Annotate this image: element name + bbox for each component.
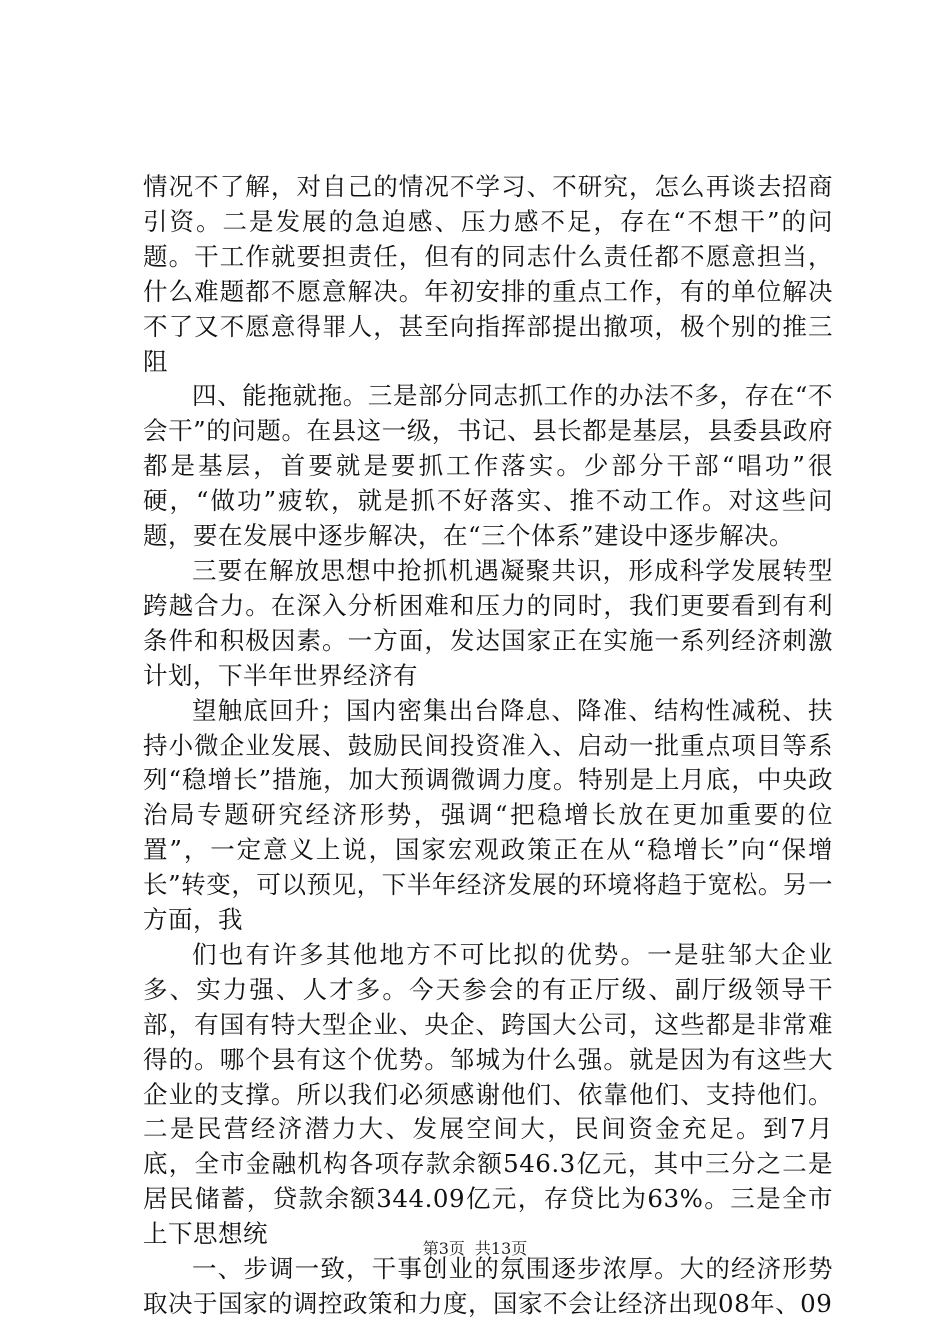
- page-total: 共13页: [474, 1239, 528, 1258]
- page-footer: [0, 1238, 950, 1260]
- document-body: [143, 170, 833, 1322]
- paragraph-1: 情况不了解，对自己的情况不学习、不研究，怎么再谈去招商引资。二是发展的急迫感、压力感不足，存在“不想干”的问题。干工作就要担责任，但有的同志什么责任都不愿意担当，什么难题都不愿意解决。年初安排的重点工作，有的单位解决不了又不愿意得罪人，甚至向指挥部提出撤项，极个别的推三阻: [143, 172, 833, 376]
- page-number: 第3页: [422, 1239, 465, 1258]
- paragraph-6: 一、步调一致，干事创业的氛围逐步浓厚。大的经济形势取决于国家的调控政策和力度，国家不会让经济出现08年、09: [143, 1254, 833, 1318]
- paragraph-2: 四、能拖就拖。三是部分同志抓工作的办法不多，存在“不会干”的问题。在县这一级，书记、县长都是基层，县委县政府都是基层，首要就是要抓工作落实。少部分干部“唱功”很硬，“做功”疲软，就是抓不好落实、推不动工作。对这些问题，要在发展中逐步解决，在“三个体系”建设中逐步解决。: [143, 381, 833, 551]
- paragraph-5: 们也有许多其他地方不可比拟的优势。一是驻邹大企业多、实力强、人才多。今天参会的有正厅级、副厅级领导干部，有国有特大型企业、央企、跨国大公司，这些都是非常难得的。哪个县有这个优势。邹城为什么强。就是因为有这些大企业的支撑。所以我们必须感谢他们、依靠他们、支持他们。二是民营经济潜力大、发展空间大，民间资金充足。到7月底，全市金融机构各项存款余额546.3亿元，其中三分之二是居民储蓄，贷款余额344.09亿元，存贷比为63%。三是全市上下思想统: [143, 939, 833, 1249]
- paragraph-4: 望触底回升；国内密集出台降息、降准、结构性减税、扶持小微企业发展、鼓励民间投资准入、启动一批重点项目等系列“稳增长”措施，加大预调微调力度。特别是上月底，中央政治局专题研究经济形势，强调“把稳增长放在更加重要的位置”，一定意义上说，国家宏观政策正在从“稳增长”向“保增长”转变，可以预见，下半年经济发展的环境将趋于宽松。另一方面，我: [143, 695, 833, 935]
- paragraph-3: 三要在解放思想中抢抓机遇凝聚共识，形成科学发展转型跨越合力。在深入分析困难和压力的同时，我们更要看到有利条件和积极因素。一方面，发达国家正在实施一系列经济刺激计划，下半年世界经济有: [143, 555, 833, 690]
